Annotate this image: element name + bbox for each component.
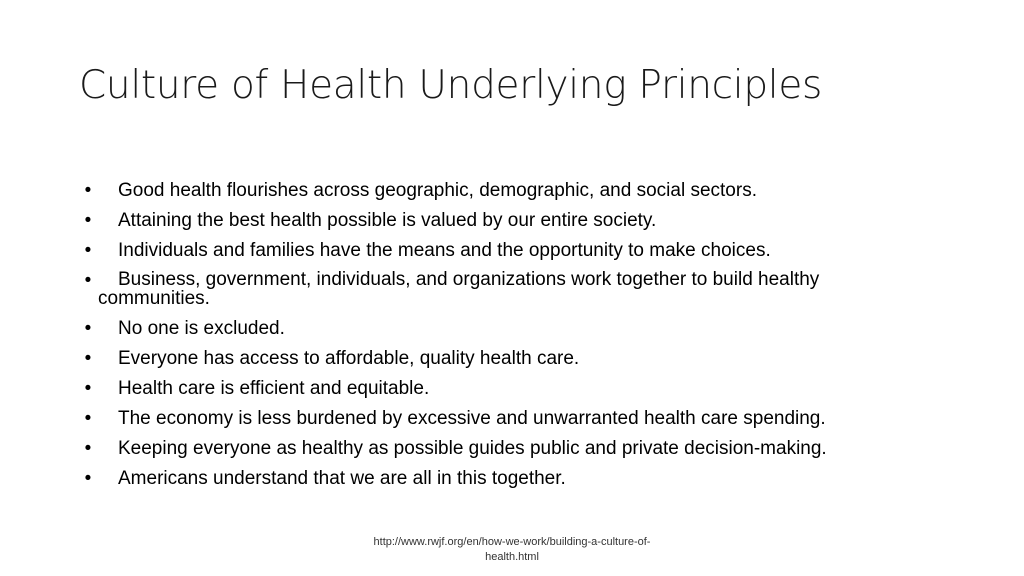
list-item: [78, 180, 958, 202]
bullet-text: The economy is less burdened by excessive and unwarranted health care spending.: [118, 408, 826, 429]
bullet-text: Everyone has access to affordable, quality health care.: [118, 348, 580, 369]
bullet-text: Keeping everyone as healthy as possible guides public and private decision-making.: [118, 438, 827, 459]
bullet-icon: •: [84, 408, 92, 429]
bullet-text: Health care is efficient and equitable.: [118, 378, 430, 399]
bullet-icon: •: [84, 438, 92, 459]
bullet-text: Americans understand that we are all in this together.: [118, 468, 566, 489]
list-item: [78, 270, 958, 310]
bullet-text: Attaining the best health possible is valued by our entire society.: [118, 210, 657, 231]
list-item: [78, 438, 958, 460]
bullet-icon: •: [84, 468, 92, 489]
bullet-icon: •: [84, 318, 92, 339]
list-item: [78, 318, 958, 340]
list-item: [78, 240, 958, 262]
list-item: [78, 468, 958, 490]
list-item: [78, 408, 958, 430]
source-citation[interactable]: [340, 535, 684, 565]
bullet-text: Individuals and families have the means and the opportunity to make choices.: [118, 240, 771, 261]
bullet-text: No one is excluded.: [118, 318, 285, 339]
source-link-line-1[interactable]: http://www.rwjf.org/en/how-we-work/building-a-culture-of-: [373, 536, 651, 548]
bullet-icon: •: [84, 348, 92, 369]
list-item: [78, 210, 958, 232]
bullet-icon: •: [84, 378, 92, 399]
slide-title: Culture of Health Underlying Principles: [79, 63, 823, 108]
bullet-icon: •: [84, 180, 92, 201]
source-link-line-2[interactable]: health.html: [485, 551, 539, 563]
bullet-icon: •: [84, 270, 92, 291]
list-item: [78, 348, 958, 370]
bullet-icon: •: [84, 240, 92, 261]
principles-list: [78, 180, 958, 498]
bullet-text: Business, government, individuals, and organizations work together to build healthy: [118, 269, 820, 290]
list-item: [78, 378, 958, 400]
bullet-text: Good health flourishes across geographic, demographic, and social sectors.: [118, 180, 757, 201]
bullet-icon: •: [84, 210, 92, 231]
bullet-text-continuation: communities.: [98, 288, 210, 309]
